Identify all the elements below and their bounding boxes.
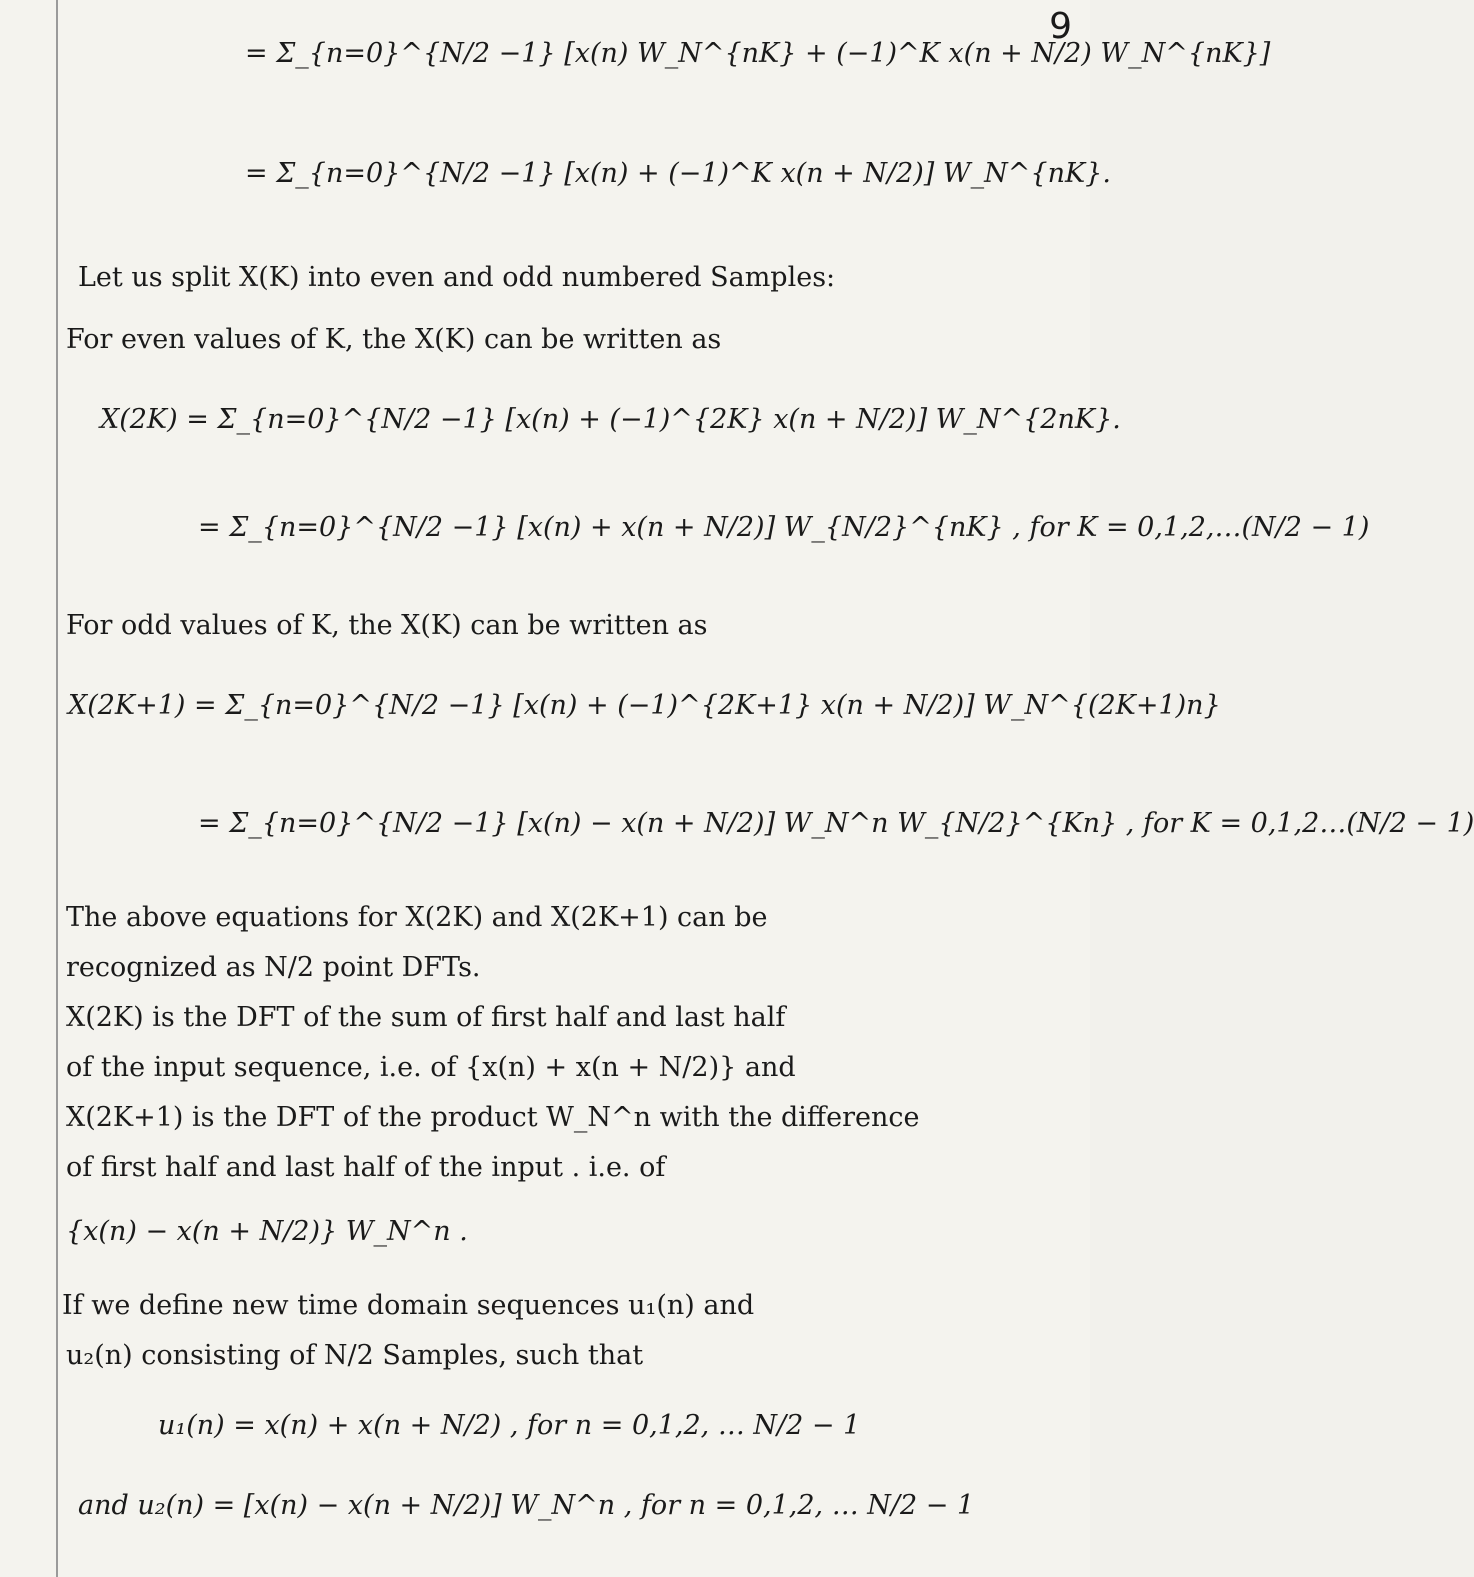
equation-line-x2k1: X(2K+1) = Σ_{n=0}^{N/2 −1} [x(n) + (−1)^{2K+1} x(n + N/2)] W_N^{(2K+1)n} [68,690,1221,721]
text-line-odd: For odd values of K, the X(K) can be written as [66,610,708,641]
text-line-define: If we define new time domain sequences u₁(n) and [62,1290,755,1321]
text-line-first-half: of first half and last half of the input . i.e. of [66,1152,666,1183]
text-line-even: For even values of K, the X(K) can be written as [66,324,722,355]
text-line-input-seq: of the input sequence, i.e. of {x(n) + x(n + N/2)} and [66,1052,796,1083]
text-line-above: The above equations for X(2K) and X(2K+1) can be [66,902,768,933]
equation-line-x2k-simplified: = Σ_{n=0}^{N/2 −1} [x(n) + x(n + N/2)] W_{N/2}^{nK} , for K = 0,1,2,…(N/2 − 1) [198,512,1370,543]
equation-line-1: = Σ_{n=0}^{N/2 −1} [x(n) W_N^{nK} + (−1)^K x(n + N/2) W_N^{nK}] [245,38,1271,69]
text-line-consisting: u₂(n) consisting of N/2 Samples, such that [66,1340,644,1371]
equation-line-u1: u₁(n) = x(n) + x(n + N/2) , for n = 0,1,2, … N/2 − 1 [158,1410,861,1441]
equation-line-x2k1-simplified: = Σ_{n=0}^{N/2 −1} [x(n) − x(n + N/2)] W_N^n W_{N/2}^{Kn} , for K = 0,1,2…(N/2 − 1) [198,808,1474,839]
text-line-split: Let us split X(K) into even and odd numbered Samples: [78,262,836,293]
margin-line [56,0,58,1577]
text-line-recognized: recognized as N/2 point DFTs. [66,952,481,983]
page-number: 9 [1049,6,1072,47]
equation-line-x2k: X(2K) = Σ_{n=0}^{N/2 −1} [x(n) + (−1)^{2K} x(n + N/2)] W_N^{2nK}. [100,404,1121,435]
equation-line-u2: and u₂(n) = [x(n) − x(n + N/2)] W_N^n , for n = 0,1,2, … N/2 − 1 [78,1490,975,1521]
text-line-x2k-dft: X(2K) is the DFT of the sum of first half and last half [66,1002,786,1033]
text-line-x2k1-dft: X(2K+1) is the DFT of the product W_N^n with the difference [66,1102,920,1133]
equation-line-2: = Σ_{n=0}^{N/2 −1} [x(n) + (−1)^K x(n + N/2)] W_N^{nK}. [245,158,1111,189]
text-line-difference-seq: {x(n) − x(n + N/2)} W_N^n . [66,1216,468,1247]
